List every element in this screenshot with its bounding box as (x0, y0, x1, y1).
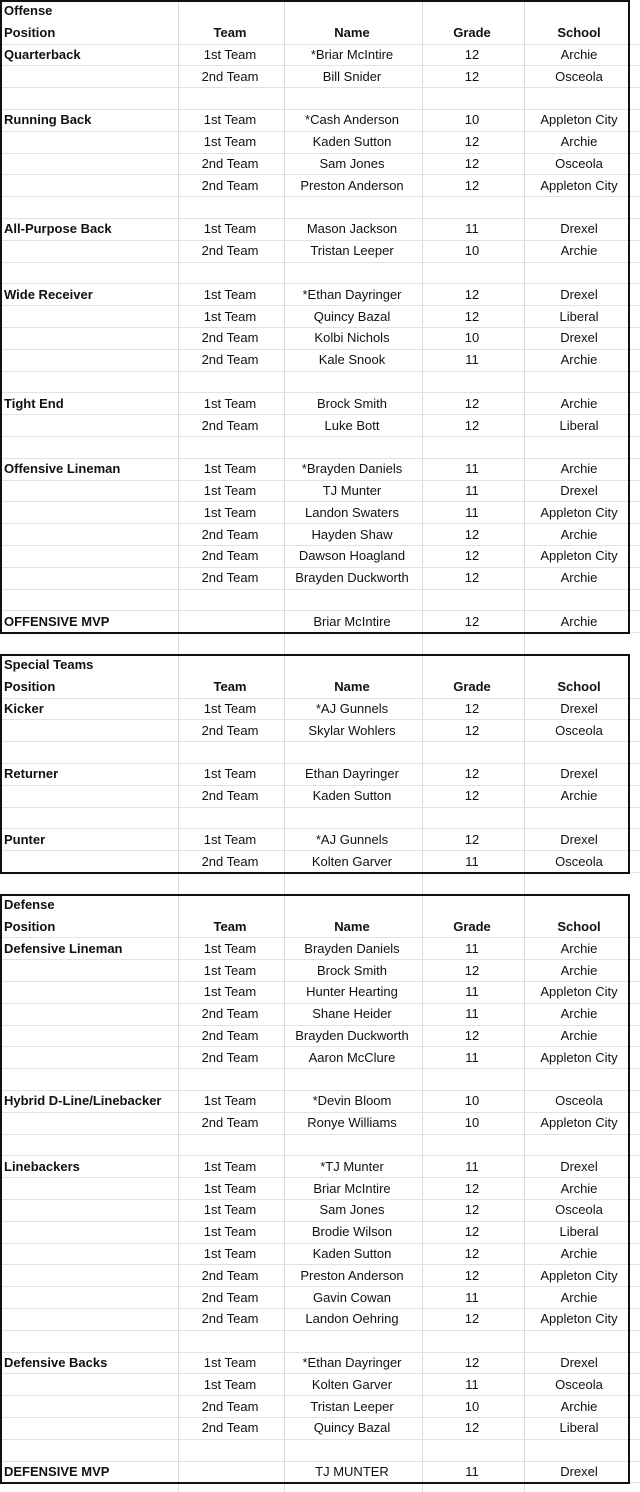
team-cell: 1st Team (203, 1376, 257, 1392)
team-cell: 1st Team (203, 134, 257, 150)
name-cell: Sam Jones (319, 1202, 385, 1218)
grade-cell: 12 (464, 722, 480, 738)
school-cell: Archie (560, 352, 598, 368)
school-cell: Archie (560, 395, 598, 411)
name-cell: Landon Swaters (305, 504, 399, 520)
name-cell: *Devin Bloom (312, 1093, 392, 1109)
school-cell: Drexel (560, 1463, 598, 1479)
grade-cell: 11 (465, 504, 479, 520)
school-cell: Archie (560, 940, 598, 956)
name-cell: *AJ Gunnels (315, 700, 389, 716)
name-cell: TJ Munter (322, 482, 382, 498)
school-cell: Liberal (559, 308, 599, 324)
name-cell: *Briar McIntire (310, 46, 394, 62)
name-header: Name (334, 679, 370, 695)
name-cell: *Ethan Dayringer (302, 1354, 402, 1370)
team-cell: 1st Team (203, 1354, 257, 1370)
team-cell: 1st Team (203, 46, 257, 62)
team-cell: 1st Team (203, 984, 257, 1000)
school-cell: Osceola (555, 1202, 603, 1218)
name-cell: Kale Snook (318, 352, 386, 368)
name-cell: Quincy Bazal (313, 1420, 391, 1436)
name-cell: Kaden Sutton (312, 1245, 392, 1261)
position-cell: OFFENSIVE MVP (4, 613, 110, 629)
school-cell: Appleton City (540, 504, 618, 520)
team-cell: 2nd Team (201, 1398, 259, 1414)
grade-cell: 11 (465, 853, 479, 869)
team-cell: 1st Team (203, 700, 257, 716)
school-cell: Osceola (555, 68, 603, 84)
section-title: Defense (4, 897, 55, 913)
name-cell: Kolten Garver (311, 853, 393, 869)
name-cell: Brayden Duckworth (295, 570, 409, 586)
position-cell: Punter (4, 831, 46, 847)
name-cell: Tristan Leeper (310, 1398, 394, 1414)
name-cell: Ronye Williams (307, 1115, 397, 1131)
team-cell: 1st Team (203, 1093, 257, 1109)
name-cell: Brodie Wilson (311, 1224, 393, 1240)
school-header: School (557, 679, 601, 695)
team-cell: 2nd Team (201, 1311, 259, 1327)
name-cell: Kaden Sutton (312, 134, 392, 150)
school-cell: Liberal (559, 417, 599, 433)
school-cell: Archie (560, 526, 598, 542)
school-cell: Appleton City (540, 177, 618, 193)
name-cell: Brock Smith (316, 962, 388, 978)
team-cell: 1st Team (203, 482, 257, 498)
grade-cell: 12 (464, 1267, 480, 1283)
grade-cell: 10 (464, 243, 480, 259)
grade-cell: 11 (465, 984, 479, 1000)
grade-cell: 12 (464, 417, 480, 433)
team-cell: 2nd Team (201, 722, 259, 738)
school-cell: Appleton City (540, 1311, 618, 1327)
grade-cell: 11 (465, 1376, 479, 1392)
name-cell: Kolbi Nichols (314, 330, 390, 346)
section-border (0, 894, 630, 1485)
grade-cell: 12 (464, 788, 480, 804)
name-cell: Mason Jackson (306, 221, 398, 237)
grade-cell: 11 (465, 482, 479, 498)
school-cell: Liberal (559, 1224, 599, 1240)
name-cell: Landon Oehring (305, 1311, 399, 1327)
team-cell: 2nd Team (201, 526, 259, 542)
grade-cell: 12 (464, 1420, 480, 1436)
name-cell: Luke Bott (324, 417, 380, 433)
name-cell: *AJ Gunnels (315, 831, 389, 847)
grade-cell: 12 (464, 526, 480, 542)
school-cell: Archie (560, 1245, 598, 1261)
team-cell: 1st Team (203, 962, 257, 978)
school-cell: Drexel (560, 700, 598, 716)
name-cell: Brock Smith (316, 395, 388, 411)
grade-cell: 12 (464, 286, 480, 302)
school-cell: Appleton City (540, 1267, 618, 1283)
school-cell: Osceola (555, 722, 603, 738)
school-cell: Archie (560, 788, 598, 804)
position-cell: Returner (4, 766, 59, 782)
team-cell: 2nd Team (201, 1006, 259, 1022)
grade-cell: 10 (464, 112, 480, 128)
grade-cell: 12 (464, 1311, 480, 1327)
team-cell: 2nd Team (201, 352, 259, 368)
name-cell: *Cash Anderson (305, 112, 399, 128)
name-cell: Skylar Wohlers (308, 722, 396, 738)
school-header: School (557, 25, 601, 41)
section-border (0, 0, 630, 634)
position-cell: Quarterback (4, 46, 81, 62)
team-cell: 1st Team (203, 286, 257, 302)
team-cell: 2nd Team (201, 1420, 259, 1436)
grade-cell: 11 (465, 461, 479, 477)
school-cell: Osceola (555, 1376, 603, 1392)
school-cell: Archie (560, 1027, 598, 1043)
position-cell: Linebackers (4, 1158, 80, 1174)
position-cell: All-Purpose Back (4, 221, 112, 237)
name-cell: Shane Heider (312, 1006, 392, 1022)
team-cell: 1st Team (203, 461, 257, 477)
team-cell: 1st Team (203, 1158, 257, 1174)
position-cell: Defensive Lineman (4, 940, 123, 956)
school-cell: Drexel (560, 766, 598, 782)
school-cell: Archie (560, 962, 598, 978)
position-cell: DEFENSIVE MVP (4, 1463, 110, 1479)
team-cell: 2nd Team (201, 1049, 259, 1065)
team-cell: 1st Team (203, 308, 257, 324)
team-cell: 1st Team (203, 1245, 257, 1261)
grade-cell: 11 (465, 1006, 479, 1022)
school-cell: Drexel (560, 1354, 598, 1370)
school-cell: Appleton City (540, 1115, 618, 1131)
name-cell: Hayden Shaw (311, 526, 393, 542)
grade-cell: 12 (464, 46, 480, 62)
name-cell: TJ MUNTER (315, 1463, 389, 1479)
school-cell: Drexel (560, 221, 598, 237)
team-cell: 1st Team (203, 221, 257, 237)
grade-cell: 12 (464, 1027, 480, 1043)
school-cell: Archie (560, 243, 598, 259)
team-cell: 1st Team (203, 1202, 257, 1218)
position-header: Position (4, 25, 56, 41)
grade-cell: 12 (464, 68, 480, 84)
team-cell: 1st Team (203, 1224, 257, 1240)
grade-cell: 11 (465, 1463, 479, 1479)
name-cell: *Ethan Dayringer (302, 286, 402, 302)
name-cell: Preston Anderson (300, 177, 404, 193)
grade-header: Grade (453, 918, 491, 934)
grade-cell: 12 (464, 308, 480, 324)
team-cell: 1st Team (203, 940, 257, 956)
team-cell: 2nd Team (201, 330, 259, 346)
grade-cell: 12 (464, 1202, 480, 1218)
position-header: Position (4, 918, 56, 934)
school-cell: Appleton City (540, 112, 618, 128)
position-cell: Hybrid D-Line/Linebacker (4, 1093, 162, 1109)
grade-cell: 12 (464, 395, 480, 411)
position-cell: Tight End (4, 395, 64, 411)
grade-cell: 11 (465, 1049, 479, 1065)
school-cell: Liberal (559, 1420, 599, 1436)
school-cell: Archie (560, 1006, 598, 1022)
grade-cell: 12 (464, 831, 480, 847)
name-cell: Briar McIntire (313, 613, 391, 629)
name-cell: Gavin Cowan (312, 1289, 392, 1305)
team-cell: 2nd Team (201, 243, 259, 259)
school-cell: Archie (560, 46, 598, 62)
name-cell: *Brayden Daniels (301, 461, 403, 477)
team-cell: 2nd Team (201, 788, 259, 804)
school-cell: Appleton City (540, 1049, 618, 1065)
team-cell: 2nd Team (201, 548, 259, 564)
grade-header: Grade (453, 679, 491, 695)
school-cell: Archie (560, 461, 598, 477)
grade-cell: 10 (464, 1115, 480, 1131)
name-cell: Kolten Garver (311, 1376, 393, 1392)
grade-cell: 11 (465, 1158, 479, 1174)
team-cell: 1st Team (203, 395, 257, 411)
grade-cell: 10 (464, 330, 480, 346)
team-cell: 2nd Team (201, 177, 259, 193)
team-cell: 1st Team (203, 504, 257, 520)
team-header: Team (213, 918, 247, 934)
team-cell: 2nd Team (201, 68, 259, 84)
grade-cell: 11 (465, 940, 479, 956)
grade-header: Grade (453, 25, 491, 41)
school-cell: Drexel (560, 330, 598, 346)
school-header: School (557, 918, 601, 934)
team-cell: 2nd Team (201, 417, 259, 433)
team-header: Team (213, 25, 247, 41)
position-cell: Offensive Lineman (4, 461, 121, 477)
school-cell: Archie (560, 1398, 598, 1414)
school-cell: Archie (560, 570, 598, 586)
team-cell: 1st Team (203, 1180, 257, 1196)
section-title: Offense (4, 3, 53, 19)
section-title: Special Teams (4, 657, 94, 673)
school-cell: Archie (560, 134, 598, 150)
school-cell: Archie (560, 1180, 598, 1196)
name-cell: Preston Anderson (300, 1267, 404, 1283)
school-cell: Drexel (560, 831, 598, 847)
grade-cell: 12 (464, 570, 480, 586)
grade-cell: 11 (465, 1289, 479, 1305)
team-header: Team (213, 679, 247, 695)
name-cell: Sam Jones (319, 155, 385, 171)
grade-cell: 12 (464, 134, 480, 150)
school-cell: Appleton City (540, 984, 618, 1000)
school-cell: Archie (560, 1289, 598, 1305)
name-cell: Dawson Hoagland (298, 548, 406, 564)
grade-cell: 12 (464, 548, 480, 564)
name-cell: Quincy Bazal (313, 308, 391, 324)
school-cell: Archie (560, 613, 598, 629)
grade-cell: 11 (465, 352, 479, 368)
name-cell: Hunter Hearting (306, 984, 398, 1000)
school-cell: Osceola (555, 155, 603, 171)
name-header: Name (334, 918, 370, 934)
school-cell: Osceola (555, 1093, 603, 1109)
name-cell: Aaron McClure (308, 1049, 396, 1065)
grade-cell: 12 (464, 1180, 480, 1196)
position-cell: Running Back (4, 112, 92, 128)
name-cell: Brayden Daniels (304, 940, 400, 956)
team-cell: 2nd Team (201, 1267, 259, 1283)
name-cell: Kaden Sutton (312, 788, 392, 804)
team-cell: 1st Team (203, 112, 257, 128)
grade-cell: 12 (464, 613, 480, 629)
grade-cell: 12 (464, 766, 480, 782)
grade-cell: 12 (464, 700, 480, 716)
grade-cell: 12 (464, 1224, 480, 1240)
grade-cell: 11 (465, 221, 479, 237)
team-cell: 2nd Team (201, 1115, 259, 1131)
position-header: Position (4, 679, 56, 695)
team-cell: 2nd Team (201, 853, 259, 869)
team-cell: 1st Team (203, 831, 257, 847)
grade-cell: 12 (464, 155, 480, 171)
school-cell: Drexel (560, 286, 598, 302)
name-cell: Ethan Dayringer (305, 766, 399, 782)
name-cell: Bill Snider (322, 68, 382, 84)
team-cell: 2nd Team (201, 155, 259, 171)
name-cell: Brayden Duckworth (295, 1027, 409, 1043)
grade-cell: 12 (464, 1245, 480, 1261)
team-cell: 2nd Team (201, 1289, 259, 1305)
grade-cell: 12 (464, 1354, 480, 1370)
school-cell: Osceola (555, 853, 603, 869)
position-cell: Wide Receiver (4, 286, 93, 302)
grade-cell: 12 (464, 962, 480, 978)
position-cell: Kicker (4, 700, 44, 716)
name-header: Name (334, 25, 370, 41)
team-cell: 2nd Team (201, 570, 259, 586)
school-cell: Drexel (560, 482, 598, 498)
name-cell: Briar McIntire (313, 1180, 391, 1196)
name-cell: Tristan Leeper (310, 243, 394, 259)
grade-cell: 10 (464, 1398, 480, 1414)
team-cell: 1st Team (203, 766, 257, 782)
grade-cell: 12 (464, 177, 480, 193)
section-border (0, 654, 630, 874)
team-cell: 2nd Team (201, 1027, 259, 1043)
name-cell: *TJ Munter (320, 1158, 384, 1174)
school-cell: Appleton City (540, 548, 618, 564)
school-cell: Drexel (560, 1158, 598, 1174)
position-cell: Defensive Backs (4, 1354, 108, 1370)
grade-cell: 10 (464, 1093, 480, 1109)
